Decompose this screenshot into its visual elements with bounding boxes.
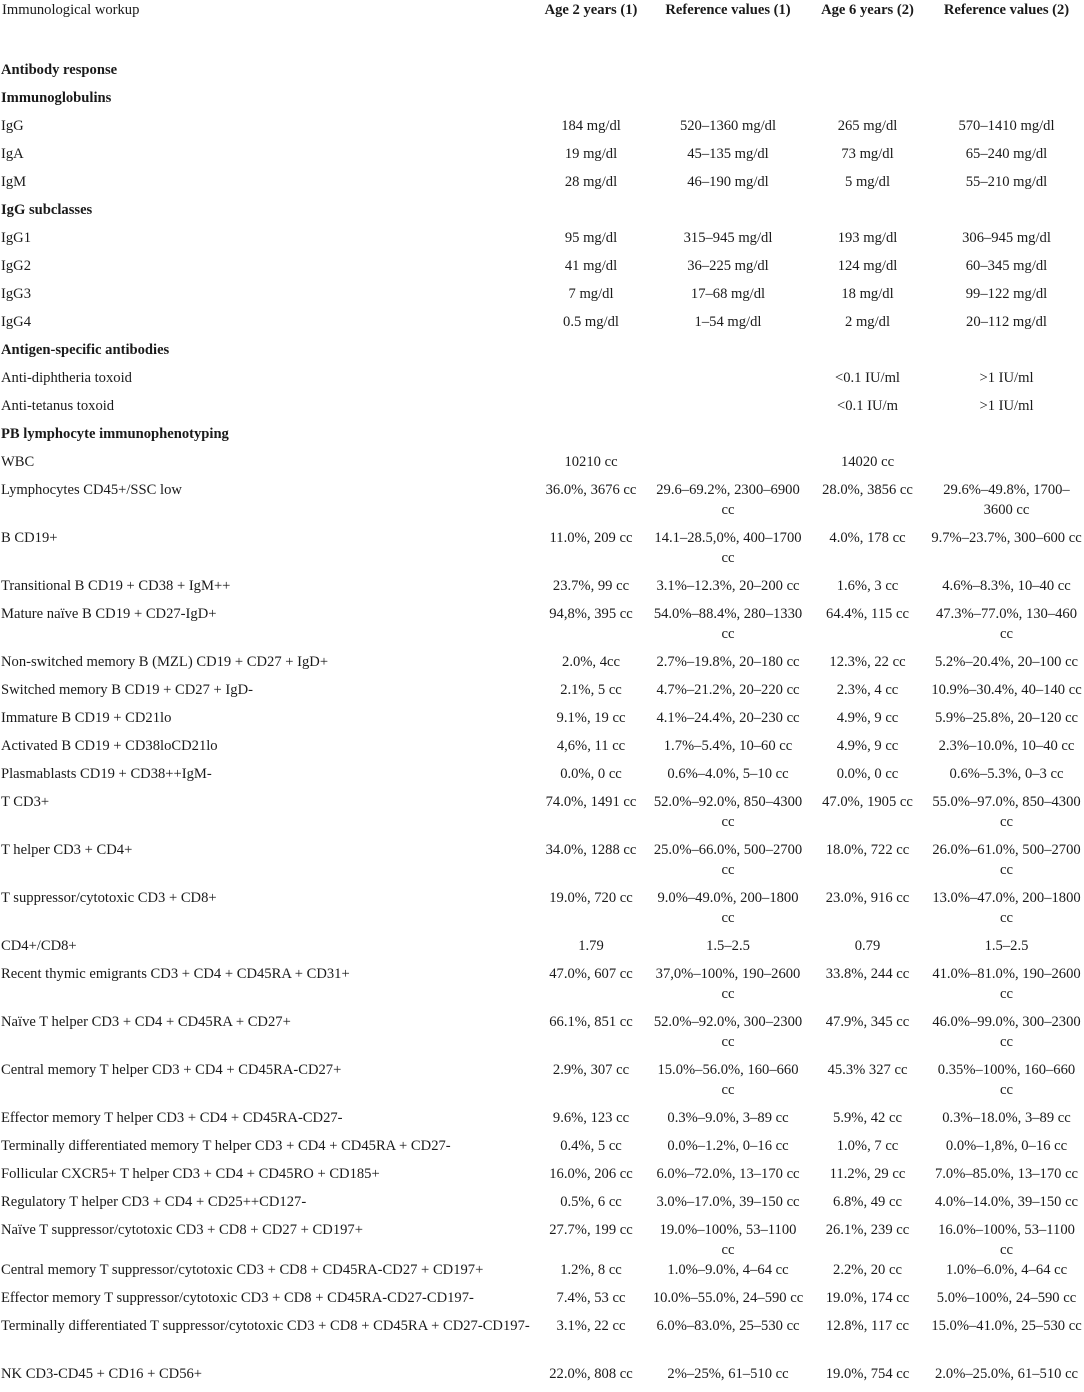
reference-1-value <box>650 368 806 396</box>
row-label-text: Antibody response <box>1 62 118 78</box>
reference-2-value: 47.3%–77.0%, 130–460 cc <box>935 606 1078 642</box>
age-6-value <box>806 424 929 452</box>
row-label-text: Non-switched memory B (MZL) CD19 + CD27 + IgD+ <box>1 654 329 670</box>
row-label <box>0 1316 532 1364</box>
age-6-value: 0.79 <box>854 938 881 954</box>
row-label-text: Anti-diphtheria toxoid <box>1 370 132 386</box>
table-row <box>0 452 1084 480</box>
row-label-text: Transitional B CD19 + CD38 + IgM++ <box>1 578 231 594</box>
row-label <box>0 172 532 200</box>
age-2-value: 11.0%, 209 cc <box>549 530 633 546</box>
row-label-text: B CD19+ <box>1 530 58 546</box>
age-6-value: 18.0%, 722 cc <box>825 842 910 858</box>
reference-1-value: 19.0%–100%, 53–1100 cc <box>659 1222 797 1258</box>
table-row <box>0 936 1084 964</box>
age-6-value: <0.1 IU/m <box>837 398 898 414</box>
reference-2-value: 13.0%–47.0%, 200–1800 cc <box>932 890 1081 926</box>
age-6-value: 33.8%, 244 cc <box>825 966 910 982</box>
reference-2-value: 15.0%–41.0%, 25–530 cc <box>931 1318 1082 1334</box>
age-2-value <box>532 424 650 452</box>
age-6-value <box>806 88 929 116</box>
age-6-value <box>806 340 929 368</box>
table-row <box>0 680 1084 708</box>
age-2-value: 34.0%, 1288 cc <box>545 842 637 858</box>
row-label-text: Activated B CD19 + CD38loCD21lo <box>1 738 218 754</box>
age-6-value: 14020 cc <box>840 454 895 470</box>
reference-2-value: 5.0%–100%, 24–590 cc <box>936 1290 1077 1306</box>
reference-1-value: 1.7%–5.4%, 10–60 cc <box>663 738 793 754</box>
row-label-text: Lymphocytes CD45+/SSC low <box>1 482 182 498</box>
reference-2-value <box>929 88 1084 116</box>
row-label <box>0 936 532 964</box>
row-label <box>0 652 532 680</box>
row-label-text: T helper CD3 + CD4+ <box>1 842 133 858</box>
reference-1-value: 29.6–69.2%, 2300–6900 cc <box>656 482 800 518</box>
reference-1-value: 17–68 mg/dl <box>690 286 766 302</box>
row-label <box>0 1164 532 1192</box>
age-2-value: 41 mg/dl <box>564 258 618 274</box>
age-2-value <box>532 60 650 88</box>
row-label-text: PB lymphocyte immunophenotyping <box>1 426 229 442</box>
reference-1-value <box>650 340 806 368</box>
row-label-text: Anti-tetanus toxoid <box>1 398 115 414</box>
age-6-value: 1.0%, 7 cc <box>836 1138 899 1154</box>
reference-2-value: 29.6%–49.8%, 1700–3600 cc <box>943 482 1070 518</box>
reference-1-value: 37,0%–100%, 190–2600 cc <box>655 966 801 1002</box>
reference-2-value: 55.0%–97.0%, 850–4300 cc <box>932 794 1081 830</box>
age-2-value: 2.0%, 4cc <box>562 654 620 670</box>
age-2-value: 16.0%, 206 cc <box>549 1166 633 1182</box>
reference-2-value: 0.6%–5.3%, 0–3 cc <box>949 766 1064 782</box>
row-label <box>0 708 532 736</box>
reference-2-value: 55–210 mg/dl <box>965 174 1048 190</box>
age-2-value: 28 mg/dl <box>564 174 618 190</box>
reference-2-value: 2.0%–25.0%, 61–510 cc <box>934 1366 1079 1382</box>
reference-2-value: 306–945 mg/dl <box>962 230 1051 246</box>
age-2-value: 2.9%, 307 cc <box>552 1062 630 1078</box>
row-label <box>0 144 532 172</box>
table-row <box>0 1220 1084 1260</box>
age-2-value: 36.0%, 3676 cc <box>545 482 637 498</box>
age-2-value: 10210 cc <box>564 454 618 470</box>
age-6-value: 4.9%, 9 cc <box>836 710 899 726</box>
row-label-text: Central memory T helper CD3 + CD4 + CD45RA-CD27+ <box>1 1062 342 1078</box>
age-6-value: <0.1 IU/ml <box>835 370 900 386</box>
reference-2-value: 20–112 mg/dl <box>966 314 1047 330</box>
row-label <box>0 1260 532 1288</box>
age-6-value: 193 mg/dl <box>837 230 898 246</box>
table-row <box>0 1260 1084 1288</box>
reference-1-value: 0.3%–9.0%, 3–89 cc <box>667 1110 789 1126</box>
section-header-row <box>0 424 1084 452</box>
row-label <box>0 396 532 424</box>
row-label-text: Switched memory B CD19 + CD27 + IgD- <box>1 682 253 698</box>
reference-2-value <box>929 424 1084 452</box>
reference-2-value: 41.0%–81.0%, 190–2600 cc <box>932 966 1081 1002</box>
reference-2-value: 65–240 mg/dl <box>965 146 1048 162</box>
reference-2-value: 1.5–2.5 <box>984 938 1029 954</box>
age-6-value: 64.4%, 115 cc <box>826 606 909 622</box>
reference-1-value: 15.0%–56.0%, 160–660 cc <box>657 1062 799 1098</box>
row-label-text: IgG4 <box>1 314 31 330</box>
table-row <box>0 396 1084 424</box>
row-label-text: IgA <box>1 146 24 162</box>
age-2-value: 27.7%, 199 cc <box>549 1222 633 1238</box>
table-row <box>0 480 1084 528</box>
table-row <box>0 1364 1084 1392</box>
table-row <box>0 228 1084 256</box>
row-label <box>0 1060 532 1108</box>
age-6-value: 5 mg/dl <box>845 174 890 190</box>
age-2-value <box>532 88 650 116</box>
age-2-value: 3.1%, 22 cc <box>556 1318 626 1334</box>
header-reference-1: Reference values (1) <box>665 2 791 18</box>
row-label <box>0 964 532 1012</box>
row-label-text: IgG <box>1 118 24 134</box>
row-label <box>0 604 532 652</box>
reference-2-value: 4.0%–14.0%, 39–150 cc <box>934 1194 1079 1210</box>
row-label <box>0 60 532 88</box>
reference-2-value <box>929 60 1084 88</box>
reference-1-value: 46–190 mg/dl <box>687 174 769 190</box>
reference-1-value: 1–54 mg/dl <box>694 314 762 330</box>
section-header-row <box>0 340 1084 368</box>
row-label-text: Plasmablasts CD19 + CD38++IgM- <box>1 766 212 782</box>
age-6-value: 47.0%, 1905 cc <box>822 794 913 810</box>
table-row <box>0 284 1084 312</box>
row-label <box>0 312 532 340</box>
table-row <box>0 1164 1084 1192</box>
table-row <box>0 172 1084 200</box>
row-label <box>0 1012 532 1060</box>
row-label-text: Effector memory T helper CD3 + CD4 + CD45RA-CD27- <box>1 1110 343 1126</box>
reference-2-value: 570–1410 mg/dl <box>958 118 1055 134</box>
row-label-text: IgG3 <box>1 286 31 302</box>
table-row <box>0 964 1084 1012</box>
row-label-text: Antigen-specific antibodies <box>1 342 170 358</box>
reference-2-value: 46.0%–99.0%, 300–2300 cc <box>932 1014 1081 1050</box>
table-row <box>0 576 1084 604</box>
row-label-text: Terminally differentiated T suppressor/cytotoxic CD3 + CD8 + CD45RA + CD27-CD197- <box>1 1318 530 1334</box>
table-row <box>0 528 1084 576</box>
reference-2-value: 10.9%–30.4%, 40–140 cc <box>931 682 1082 698</box>
age-6-value: 6.8%, 49 cc <box>833 1194 902 1210</box>
age-2-value: 23.7%, 99 cc <box>552 578 630 594</box>
reference-2-value: 99–122 mg/dl <box>965 286 1048 302</box>
reference-2-value <box>929 200 1084 228</box>
table-row <box>0 368 1084 396</box>
row-label <box>0 736 532 764</box>
row-label <box>0 256 532 284</box>
row-label-text: Immunoglobulins <box>1 90 112 106</box>
table-row <box>0 1012 1084 1060</box>
row-label-text: WBC <box>1 454 35 470</box>
row-label-text: Immature B CD19 + CD21lo <box>1 710 172 726</box>
reference-1-value <box>650 60 806 88</box>
reference-1-value: 10.0%–55.0%, 24–590 cc <box>652 1290 804 1306</box>
table-row <box>0 144 1084 172</box>
reference-2-value <box>929 340 1084 368</box>
table-row <box>0 764 1084 792</box>
row-label-text: IgG1 <box>1 230 31 246</box>
row-label-text: Naïve T suppressor/cytotoxic CD3 + CD8 + CD27 + CD197+ <box>1 1222 363 1238</box>
row-label <box>0 576 532 604</box>
reference-2-value: 0.35%–100%, 160–660 cc <box>937 1062 1076 1098</box>
age-2-value: 4,6%, 11 cc <box>556 738 626 754</box>
table-row <box>0 312 1084 340</box>
row-label <box>0 840 532 888</box>
reference-1-value: 2%–25%, 61–510 cc <box>667 1366 789 1382</box>
reference-2-value: 1.0%–6.0%, 4–64 cc <box>945 1262 1068 1278</box>
age-2-value: 22.0%, 808 cc <box>549 1366 633 1382</box>
age-2-value <box>532 340 650 368</box>
age-6-value: 18 mg/dl <box>841 286 894 302</box>
reference-1-value <box>650 200 806 228</box>
reference-2-value: 5.2%–20.4%, 20–100 cc <box>934 654 1079 670</box>
header-workup: Immunological workup <box>2 2 140 18</box>
row-label <box>0 116 532 144</box>
age-2-value: 1.79 <box>578 938 604 954</box>
row-label <box>0 284 532 312</box>
table-row <box>0 1136 1084 1164</box>
table-row <box>0 888 1084 936</box>
reference-1-value: 14.1–28.5,0%, 400–1700 cc <box>654 530 802 566</box>
age-2-value: 66.1%, 851 cc <box>549 1014 633 1030</box>
reference-1-value: 9.0%–49.0%, 200–1800 cc <box>657 890 799 926</box>
header-age-6: Age 6 years (2) <box>821 2 914 18</box>
age-2-value: 9.1%, 19 cc <box>556 710 626 726</box>
reference-2-value: 4.6%–8.3%, 10–40 cc <box>942 578 1071 594</box>
reference-2-value: 0.0%–1,8%, 0–16 cc <box>945 1138 1068 1154</box>
table-row <box>0 840 1084 888</box>
age-6-value: 19.0%, 754 cc <box>825 1366 910 1382</box>
reference-1-value: 315–945 mg/dl <box>683 230 773 246</box>
age-6-value: 73 mg/dl <box>841 146 894 162</box>
reference-2-value: 0.3%–18.0%, 3–89 cc <box>942 1110 1071 1126</box>
age-2-value: 19.0%, 720 cc <box>549 890 633 906</box>
reference-2-value: 26.0%–61.0%, 500–2700 cc <box>932 842 1081 878</box>
table-row <box>0 1108 1084 1136</box>
row-label-text: Regulatory T helper CD3 + CD4 + CD25++CD127- <box>1 1194 307 1210</box>
reference-2-value: 60–345 mg/dl <box>965 258 1048 274</box>
reference-1-value: 4.7%–21.2%, 20–220 cc <box>656 682 800 698</box>
table-row <box>0 604 1084 652</box>
age-6-value: 2.3%, 4 cc <box>836 682 899 698</box>
reference-1-value: 3.1%–12.3%, 20–200 cc <box>656 578 800 594</box>
age-2-value: 0.0%, 0 cc <box>560 766 622 782</box>
row-label <box>0 1288 532 1316</box>
reference-1-value: 52.0%–92.0%, 300–2300 cc <box>653 1014 803 1050</box>
age-6-value: 12.3%, 22 cc <box>829 654 906 670</box>
age-6-value: 265 mg/dl <box>837 118 898 134</box>
row-label <box>0 680 532 708</box>
reference-1-value: 36–225 mg/dl <box>687 258 769 274</box>
age-6-value: 1.6%, 3 cc <box>836 578 899 594</box>
table-body <box>0 60 1084 1392</box>
age-6-value: 0.0%, 0 cc <box>836 766 899 782</box>
header-reference-2: Reference values (2) <box>943 2 1070 18</box>
reference-2-value: 7.0%–85.0%, 13–170 cc <box>934 1166 1079 1182</box>
age-6-value: 124 mg/dl <box>837 258 898 274</box>
age-6-value: 45.3% 327 cc <box>827 1062 908 1078</box>
table-row <box>0 1060 1084 1108</box>
header-age-2: Age 2 years (1) <box>544 2 638 18</box>
age-2-value: 9.6%, 123 cc <box>552 1110 630 1126</box>
reference-1-value: 1.0%–9.0%, 4–64 cc <box>667 1262 789 1278</box>
reference-1-value: 1.5–2.5 <box>706 938 750 954</box>
age-2-value: 0.5%, 6 cc <box>560 1194 622 1210</box>
age-2-value: 47.0%, 607 cc <box>549 966 633 982</box>
age-6-value: 19.0%, 174 cc <box>825 1290 910 1306</box>
age-2-value: 2.1%, 5 cc <box>560 682 622 698</box>
row-label-text: CD4+/CD8+ <box>1 938 77 954</box>
table-row <box>0 1288 1084 1316</box>
age-2-value <box>532 368 650 396</box>
row-label <box>0 1108 532 1136</box>
reference-1-value <box>650 396 806 424</box>
table-row <box>0 652 1084 680</box>
row-label <box>0 1136 532 1164</box>
age-6-value: 4.9%, 9 cc <box>836 738 899 754</box>
age-6-value: 28.0%, 3856 cc <box>822 482 913 498</box>
age-2-value <box>532 396 650 424</box>
reference-1-value: 520–1360 mg/dl <box>679 118 777 134</box>
age-6-value: 2.2%, 20 cc <box>833 1262 902 1278</box>
row-label-text: Naïve T helper CD3 + CD4 + CD45RA + CD27+ <box>1 1014 291 1030</box>
age-2-value: 19 mg/dl <box>564 146 618 162</box>
row-label <box>0 1364 532 1392</box>
row-label-text: Follicular CXCR5+ T helper CD3 + CD4 + CD45RO + CD185+ <box>1 1166 380 1182</box>
row-label-text: Central memory T suppressor/cytotoxic CD3 + CD8 + CD45RA-CD27 + CD197+ <box>1 1262 484 1278</box>
age-6-value: 26.1%, 239 cc <box>825 1222 910 1238</box>
reference-1-value: 25.0%–66.0%, 500–2700 cc <box>653 842 803 878</box>
reference-1-value <box>650 452 806 480</box>
section-header-row <box>0 200 1084 228</box>
reference-1-value <box>650 88 806 116</box>
row-label <box>0 480 532 528</box>
reference-1-value: 2.7%–19.8%, 20–180 cc <box>656 654 800 670</box>
age-2-value: 0.5 mg/dl <box>563 314 619 330</box>
reference-2-value: >1 IU/ml <box>979 398 1034 414</box>
row-label-text: Effector memory T suppressor/cytotoxic CD3 + CD8 + CD45RA-CD27-CD197- <box>1 1290 474 1306</box>
table-row <box>0 792 1084 840</box>
row-label-text: Terminally differentiated memory T helper CD3 + CD4 + CD45RA + CD27- <box>1 1138 451 1154</box>
reference-1-value: 54.0%–88.4%, 280–1330 cc <box>653 606 803 642</box>
row-label <box>0 528 532 576</box>
age-6-value: 4.0%, 178 cc <box>829 530 906 546</box>
section-header-row <box>0 88 1084 116</box>
reference-2-value <box>929 452 1084 480</box>
row-label <box>0 228 532 256</box>
age-2-value: 184 mg/dl <box>561 118 621 134</box>
row-label-text: Mature naïve B CD19 + CD27-IgD+ <box>1 606 217 622</box>
table-row <box>0 1316 1084 1364</box>
row-label <box>0 764 532 792</box>
row-label <box>0 888 532 936</box>
table-row <box>0 736 1084 764</box>
row-label <box>0 424 532 452</box>
row-label-text: T suppressor/cytotoxic CD3 + CD8+ <box>1 890 217 906</box>
reference-2-value: >1 IU/ml <box>979 370 1034 386</box>
age-2-value <box>532 200 650 228</box>
reference-2-value: 16.0%–100%, 53–1100 cc <box>938 1222 1075 1258</box>
reference-2-value: 9.7%–23.7%, 300–600 cc <box>931 530 1082 546</box>
table-row <box>0 708 1084 736</box>
row-label <box>0 792 532 840</box>
age-6-value: 5.9%, 42 cc <box>833 1110 902 1126</box>
table-row <box>0 1192 1084 1220</box>
row-label <box>0 452 532 480</box>
age-6-value: 12.8%, 117 cc <box>826 1318 909 1334</box>
reference-1-value: 6.0%–83.0%, 25–530 cc <box>656 1318 800 1334</box>
section-header-row <box>0 60 1084 88</box>
age-6-value <box>806 200 929 228</box>
reference-1-value: 45–135 mg/dl <box>687 146 769 162</box>
age-2-value: 7 mg/dl <box>568 286 614 302</box>
row-label-text: NK CD3-CD45 + CD16 + CD56+ <box>1 1366 203 1382</box>
age-6-value: 2 mg/dl <box>845 314 890 330</box>
age-6-value <box>806 60 929 88</box>
reference-1-value: 3.0%–17.0%, 39–150 cc <box>656 1194 800 1210</box>
reference-2-value: 2.3%–10.0%, 10–40 cc <box>938 738 1075 754</box>
row-label-text: Recent thymic emigrants CD3 + CD4 + CD45RA + CD31+ <box>1 966 350 982</box>
row-label <box>0 200 532 228</box>
row-label-text: IgG subclasses <box>1 202 93 218</box>
age-2-value: 7.4%, 53 cc <box>556 1290 626 1306</box>
reference-1-value: 6.0%–72.0%, 13–170 cc <box>656 1166 800 1182</box>
age-2-value: 94,8%, 395 cc <box>549 606 633 622</box>
row-label <box>0 340 532 368</box>
age-2-value: 1.2%, 8 cc <box>560 1262 622 1278</box>
row-label <box>0 1220 532 1260</box>
reference-1-value: 52.0%–92.0%, 850–4300 cc <box>653 794 803 830</box>
age-6-value: 47.9%, 345 cc <box>825 1014 910 1030</box>
age-2-value: 74.0%, 1491 cc <box>545 794 637 810</box>
table-row <box>0 116 1084 144</box>
row-label-text: IgM <box>1 174 27 190</box>
reference-2-value: 5.9%–25.8%, 20–120 cc <box>934 710 1079 726</box>
table-header-row <box>0 0 1084 60</box>
row-label <box>0 1192 532 1220</box>
reference-1-value: 4.1%–24.4%, 20–230 cc <box>656 710 800 726</box>
reference-1-value: 0.0%–1.2%, 0–16 cc <box>667 1138 789 1154</box>
age-6-value: 23.0%, 916 cc <box>825 890 910 906</box>
row-label <box>0 368 532 396</box>
row-label-text: IgG2 <box>1 258 31 274</box>
age-6-value: 11.2%, 29 cc <box>829 1166 906 1182</box>
reference-1-value: 0.6%–4.0%, 5–10 cc <box>667 766 789 782</box>
table-row <box>0 256 1084 284</box>
row-label <box>0 88 532 116</box>
age-2-value: 0.4%, 5 cc <box>560 1138 622 1154</box>
row-label-text: T CD3+ <box>1 794 50 810</box>
age-2-value: 95 mg/dl <box>564 230 618 246</box>
reference-1-value <box>650 424 806 452</box>
